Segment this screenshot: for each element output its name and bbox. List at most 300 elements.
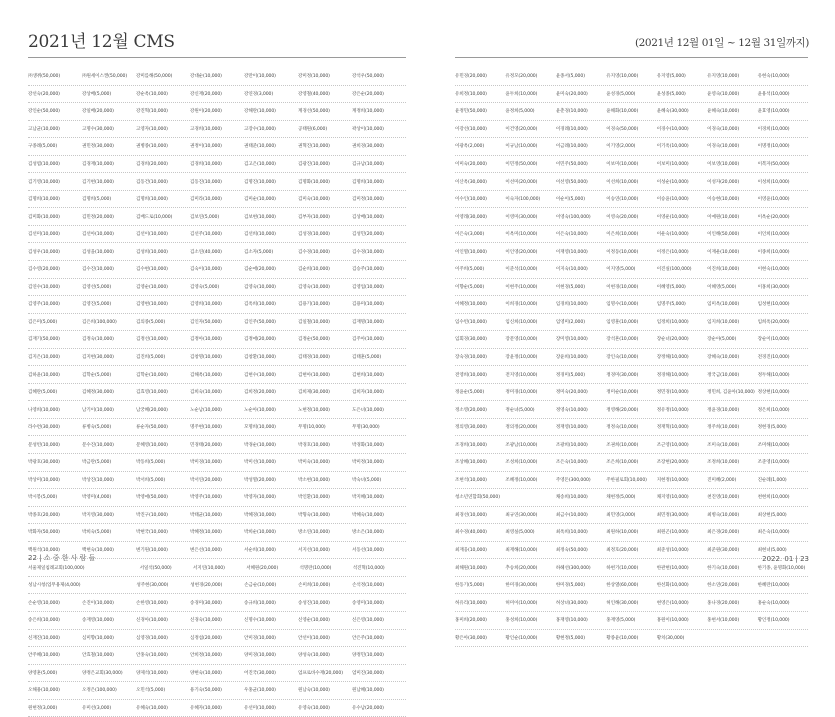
donor-row — [455, 472, 808, 490]
donor-entry: 허인해(30,000) — [606, 600, 639, 606]
donor-entry: 이경숙(50,000) — [606, 126, 639, 132]
donor-entry: 심미향(10,000) — [82, 635, 114, 641]
donor-entry: 조광남(10,000) — [505, 442, 538, 448]
donor-row — [28, 138, 406, 156]
donor-row — [455, 121, 808, 139]
donor-entry: 이혜영(5,000) — [707, 284, 737, 290]
donor-row — [28, 314, 406, 332]
donor-entry: 천진영(10,000) — [707, 495, 740, 501]
donor-entry: 김영희(10,000) — [190, 302, 222, 308]
donor-entry: 장순이(10,000) — [757, 337, 790, 343]
donor-entry: 방소은(10,000) — [352, 530, 384, 536]
donor-entry: 유희정(10,000) — [455, 91, 487, 97]
donor-entry: 변은선(10,000) — [190, 548, 222, 554]
donor-entry: 김성우(10,000) — [28, 249, 60, 255]
donor-entry: 서지선(10,000) — [298, 548, 330, 554]
donor-entry: 노순남(10,000) — [190, 407, 222, 413]
donor-entry: 주한필로회(10,000) — [606, 477, 647, 483]
donor-entry: 오정은(100,000) — [82, 688, 117, 694]
donor-entry: 김정애(20,000) — [244, 337, 276, 343]
donor-entry: 정윤순(5,000) — [455, 390, 485, 396]
donor-entry: 정경미(5,000) — [555, 372, 585, 378]
donor-entry: 신명수(10,000) — [244, 618, 276, 624]
donor-entry: 권태준(10,000) — [244, 144, 276, 150]
donor-entry: 김기현(10,000) — [82, 179, 114, 185]
donor-entry: 천현희(10,000) — [757, 495, 790, 501]
donor-entry: 황현정(5,000) — [555, 635, 585, 641]
donor-entry: 윤미숙(20,000) — [555, 91, 588, 97]
donor-entry: 안홍숙(10,000) — [136, 653, 168, 659]
donor-row — [455, 559, 808, 577]
donor-row — [455, 279, 808, 297]
donor-entry: 성주현(30,000) — [136, 583, 169, 589]
donor-entry: 권희경(30,000) — [352, 144, 384, 150]
donor-entry: 서울제일침례교회(100,000) — [28, 565, 85, 571]
donor-entry: 김은미(5,000) — [28, 319, 58, 325]
donor-entry: 한혜란(10,000) — [757, 583, 790, 589]
donor-entry: 심정섭(20,000) — [190, 635, 222, 641]
donor-entry: 심영경(10,000) — [136, 635, 168, 641]
donor-entry: 윤종서(5,000) — [555, 74, 585, 80]
donor-entry: 정은희(10,000) — [757, 407, 790, 413]
donor-entry: 이영래(30,000) — [455, 214, 487, 220]
donor-entry: 김창명(10,000) — [190, 355, 222, 361]
donor-entry: 박영주(10,000) — [190, 495, 222, 501]
donor-row — [28, 331, 406, 349]
donor-row — [28, 349, 406, 367]
donor-entry: 정의정(20,000) — [505, 425, 538, 431]
donor-entry: 임회경(30,000) — [455, 337, 487, 343]
donor-row — [28, 472, 406, 490]
donor-entry: 안미경(10,000) — [244, 635, 276, 641]
donor-row — [28, 594, 406, 612]
donor-entry: 박경호(10,000) — [298, 442, 330, 448]
donor-entry: 김희숙(10,000) — [190, 390, 222, 396]
donor-entry: 이은숙(3,000) — [455, 232, 485, 238]
donor-entry: 최정호(20,000) — [606, 548, 639, 554]
donor-row — [455, 507, 808, 525]
donor-entry: 김효영(10,000) — [136, 390, 168, 396]
donor-entry: 석명란(10,000) — [299, 565, 332, 571]
donor-entry: 조미해(10,000) — [757, 442, 790, 448]
donor-entry: 원남숙(10,000) — [298, 688, 330, 694]
donor-entry: 장혜숙(10,000) — [707, 355, 740, 361]
donor-row — [28, 630, 406, 648]
donor-entry: 김미정(10,000) — [352, 197, 384, 203]
donor-entry: 강연경(3,000) — [244, 91, 274, 97]
donor-entry: 김인주(50,000) — [244, 319, 276, 325]
donor-entry: 이영운(10,000) — [656, 214, 689, 220]
donor-row — [28, 191, 406, 209]
donor-entry: 김명희(10,000) — [352, 179, 384, 185]
donor-entry: 임지희(10,000) — [707, 319, 740, 325]
donor-entry: 진순례(1,000) — [757, 477, 787, 483]
donor-entry: 정영숙(10,000) — [555, 407, 588, 413]
donor-entry: 신영순(10,000) — [298, 618, 330, 624]
donor-entry: 청소년연합회(50,000) — [455, 495, 500, 501]
donor-entry: 김순애(20,000) — [244, 267, 276, 273]
donor-entry: 우홍균(10,000) — [244, 688, 276, 694]
donor-row — [28, 384, 406, 402]
donor-entry: 김영순(10,000) — [136, 284, 168, 290]
donor-entry: 백원석(10,000) — [28, 548, 60, 554]
donor-entry: 문혜영(10,000) — [136, 442, 168, 448]
donor-entry: 김정선(10,000) — [136, 337, 168, 343]
donor-row — [28, 507, 406, 525]
donor-entry: 모명희(10,000) — [244, 425, 276, 431]
donor-entry: 김영진(5,000) — [82, 302, 112, 308]
donor-entry: 김옥희(10,000) — [244, 302, 276, 308]
donor-entry: 박혜경(10,000) — [244, 512, 276, 518]
donor-entry: 허상녀(30,000) — [555, 600, 588, 606]
donor-row — [28, 366, 406, 384]
donor-entry: 이혜정(10,000) — [455, 302, 487, 308]
donor-entry: 임명주(5,000) — [656, 302, 686, 308]
donor-entry: 김성엽(10,000) — [28, 162, 60, 167]
donor-entry: 윤혜숙(10,000) — [707, 109, 740, 115]
donor-entry: 황은아(30,000) — [455, 635, 487, 641]
donor-entry: 김진희(5,000) — [136, 355, 166, 361]
donor-entry: 김정순(50,000) — [298, 337, 330, 343]
donor-entry: 손금순(10,000) — [244, 583, 277, 589]
donor-entry: 장순녀(20,000) — [656, 337, 689, 343]
donor-row — [28, 700, 406, 717]
donor-entry: 김영현(10,000) — [136, 302, 168, 308]
donor-row — [455, 156, 808, 174]
donor-entry: 이정동(10,000) — [606, 249, 639, 255]
donor-row — [28, 524, 406, 542]
donor-entry: 최병숙(10,000) — [707, 512, 740, 518]
donor-entry: 최옥희(10,000) — [555, 530, 588, 536]
donor-entry: 이승윤(10,000) — [656, 197, 689, 203]
donor-entry: 김명희(10,000) — [136, 197, 168, 203]
donor-entry: 이강선(10,000) — [455, 126, 487, 132]
donor-entry: 이은숙(10,000) — [555, 232, 588, 238]
donor-entry: 이수인(10,000) — [455, 197, 487, 203]
donor-entry: 김민정(20,000) — [82, 214, 114, 220]
donor-row — [455, 489, 808, 507]
donor-entry: 김영업(10,000) — [352, 284, 384, 290]
page-footer-left: 22 | 소 중 한 사 람 들 — [28, 554, 96, 562]
donor-entry: 권병종(10,000) — [136, 144, 168, 150]
donor-entry: 이영미(30,000) — [505, 214, 538, 220]
donor-entry: 최영실(5,000) — [505, 530, 535, 536]
donor-row — [455, 401, 808, 419]
donor-entry: 남기이(10,000) — [82, 407, 114, 413]
donor-row — [455, 384, 808, 402]
donor-entry: 명주현(10,000) — [190, 425, 222, 431]
donor-entry: 최경선(10,000) — [455, 512, 487, 518]
donor-entry: 방소연(10,000) — [298, 530, 330, 536]
donor-entry: 이건영(20,000) — [505, 126, 538, 132]
donor-entry: 한관현(10,000) — [656, 565, 689, 571]
donor-entry: 정미숙(20,000) — [555, 390, 588, 396]
donor-entry: 고장수(10,000) — [244, 126, 276, 132]
donor-entry: 김희제(30,000) — [298, 390, 330, 396]
donor-entry: 김희정(20,000) — [244, 390, 276, 396]
donor-entry: 김혜정(30,000) — [82, 390, 114, 396]
donor-entry: 김명진(10,000) — [244, 179, 276, 185]
donor-entry: 조장현(20,000) — [656, 460, 689, 466]
donor-entry: 전영희(10,000) — [455, 372, 487, 378]
donor-entry: ㈜원세이스캔(50,000) — [82, 74, 128, 80]
donor-entry: 장석흔(10,000) — [606, 337, 639, 343]
donor-entry: 박미숙(10,000) — [298, 460, 330, 466]
donor-row — [28, 103, 406, 121]
donor-entry: 이예원(10,000) — [707, 214, 740, 220]
donor-entry: 김고은(10,000) — [244, 162, 276, 167]
donor-entry: 변기원(10,000) — [136, 548, 168, 554]
donor-entry: 김영숙(5,000) — [190, 284, 220, 290]
donor-entry: 신은영(10,000) — [352, 618, 384, 624]
donor-row — [28, 489, 406, 507]
donor-entry: 이현주(10,000) — [505, 284, 538, 290]
donor-entry: 김은희(100,000) — [82, 319, 117, 325]
donor-entry: 강신재(20,000) — [190, 91, 222, 97]
donor-row — [28, 436, 406, 454]
donor-entry: 임희옥(20,000) — [757, 319, 790, 325]
donor-entry: 강은순(20,000) — [352, 91, 384, 97]
donor-entry: 김명희(5,000) — [82, 197, 112, 203]
donor-entry: 조권희(10,000) — [606, 442, 639, 448]
donor-entry: 장인숙(10,000) — [606, 355, 639, 361]
donor-entry: 양정은교회(30,000) — [82, 670, 123, 676]
donor-entry: 성현경(20,000) — [190, 583, 223, 589]
donor-entry: 진미혜(2,000) — [707, 477, 737, 483]
donor-entry: 양정민(10,000) — [352, 653, 384, 659]
donor-entry: 이영윤(10,000) — [757, 197, 790, 203]
donor-entry: 이선미(20,000) — [505, 179, 538, 185]
donor-entry: 채송희(10,000) — [555, 495, 588, 501]
donor-entry: 조은희(10,000) — [606, 460, 639, 466]
donor-entry: 박희순(10,000) — [244, 530, 276, 536]
donor-entry: 김미라(10,000) — [190, 197, 222, 203]
donor-entry: 강상배(5,000) — [82, 91, 112, 97]
donor-entry: 이산옥(30,000) — [455, 179, 487, 185]
donor-row — [455, 331, 808, 349]
donor-entry: 김현희(10,000) — [352, 372, 384, 378]
donor-entry: 송규희(10,000) — [244, 600, 276, 606]
donor-entry: 김연수(10,000) — [28, 284, 60, 290]
donor-entry: 임영훈(10,000) — [606, 319, 639, 325]
donor-entry: 이재운(10,000) — [707, 249, 740, 255]
donor-entry: 김미순(10,000) — [244, 197, 276, 203]
donor-entry: 한기종, 윤명화(10,000) — [757, 565, 806, 571]
donor-entry: 엄프로바수재(20,000) — [298, 670, 343, 676]
donor-entry: 양성숙(10,000) — [298, 653, 330, 659]
donor-entry: 유수남(20,000) — [352, 705, 384, 711]
donor-entry: 김영숙(10,000) — [244, 284, 276, 290]
donor-entry: 계정희(10,000) — [352, 109, 384, 115]
donor-entry: 이기영(2,000) — [606, 144, 636, 150]
donor-entry: 안주혜(10,000) — [28, 653, 60, 659]
donor-entry: 윤해화(10,000) — [606, 109, 639, 115]
donor-entry: 김선주(10,000) — [190, 232, 222, 238]
donor-entry: 윤효영(10,000) — [757, 109, 790, 115]
donor-entry: 송은희(10,000) — [28, 618, 60, 624]
donor-entry: 김선희(10,000) — [244, 232, 276, 238]
donor-entry: 정재혁(10,000) — [656, 425, 689, 431]
donor-entry: 김수경(10,000) — [352, 249, 384, 255]
donor-entry: 유민경(20,000) — [455, 74, 487, 80]
donor-entry: 무명(30,000) — [352, 425, 380, 431]
donor-entry: 김용미(10,000) — [352, 302, 384, 308]
donor-entry: 이선영(50,000) — [555, 179, 588, 185]
donor-row — [28, 419, 406, 437]
donor-entry: 김동건(10,000) — [136, 179, 168, 185]
donor-entry: 김경희(10,000) — [190, 162, 222, 167]
donor-entry: 강선숙(20,000) — [28, 91, 60, 97]
donor-entry: 양현숙(10,000) — [190, 670, 222, 676]
donor-entry: 유지영(10,000) — [606, 74, 639, 80]
donor-entry: 김혜란(5,000) — [28, 390, 58, 396]
donor-entry: 김재명(10,000) — [352, 319, 384, 325]
donor-entry: 윤정희(5,000) — [505, 109, 535, 115]
donor-entry: 이인희(10,000) — [757, 232, 790, 238]
donor-row — [455, 630, 808, 648]
donor-entry: 김광진(10,000) — [298, 162, 330, 167]
donor-entry: 손순영(10,000) — [28, 600, 60, 606]
donor-entry: 유현숙(10,000) — [757, 74, 790, 80]
donor-entry: 김태훈(5,000) — [352, 355, 382, 361]
donor-entry: 김미화(10,000) — [28, 214, 60, 220]
donor-entry: 이경례(10,000) — [555, 126, 588, 132]
donor-entry: 강석우(50,000) — [352, 74, 384, 80]
donor-entry: 김순희(10,000) — [298, 267, 330, 273]
donor-entry: 박지영(30,000) — [82, 512, 114, 518]
donor-entry: 박인환(10,000) — [298, 495, 330, 501]
donor-entry: 신경숙(10,000) — [190, 618, 222, 624]
donor-entry: 최원하(10,000) — [606, 530, 639, 536]
donor-entry: 이혜영(5,000) — [656, 284, 686, 290]
donor-entry: 안선이(10,000) — [298, 635, 330, 641]
donor-entry: 구종례(5,000) — [28, 144, 58, 150]
donor-entry: 조근영(10,000) — [656, 442, 689, 448]
donor-entry: 임정희(10,000) — [656, 319, 689, 325]
donor-entry: 이지영(5,000) — [606, 267, 636, 273]
donor-entry: 문성빈(10,000) — [28, 442, 60, 448]
donor-entry: 김용기(10,000) — [298, 302, 330, 308]
donor-row — [28, 279, 406, 297]
donor-entry: 김성을(10,000) — [82, 249, 114, 255]
donor-entry: 이현경(5,000) — [555, 284, 585, 290]
donor-entry: 이순이(5,000) — [555, 197, 585, 203]
donor-entry: 최준원(30,000) — [707, 548, 740, 554]
donor-entry: 나영희(10,000) — [28, 407, 60, 413]
donor-entry: 하현기(10,000) — [606, 565, 639, 571]
donor-entry: 정미순(10,000) — [606, 390, 639, 396]
donor-entry: 이성희(10,000) — [757, 179, 790, 185]
donor-entry: 전경진(10,000) — [757, 355, 790, 361]
donor-entry: 장문영(10,000) — [505, 337, 538, 343]
donor-entry: 라수련(30,000) — [28, 425, 60, 431]
donor-entry: 홍재영(10,000) — [555, 618, 588, 624]
donor-entry: 한기숙(10,000) — [707, 565, 740, 571]
donor-entry: 황종윤(10,000) — [606, 635, 639, 641]
donor-row — [28, 261, 406, 279]
donor-entry: 최해원(10,000) — [455, 565, 487, 571]
donor-entry: 허미이(10,000) — [505, 600, 538, 606]
donor-entry: 조은숙(10,000) — [555, 460, 588, 466]
donor-entry: 이정은(10,000) — [656, 249, 689, 255]
donor-entry: 이보영(10,000) — [707, 162, 740, 167]
donor-entry: 조상혜(10,000) — [455, 460, 487, 466]
donor-entry: 이민주(50,000) — [555, 162, 588, 167]
donor-entry: 이준석(10,000) — [505, 267, 538, 273]
period-label: (2021년 12월 01일 ~ 12월 31일까지) — [634, 37, 809, 49]
donor-entry: 조성희(10,000) — [505, 460, 538, 466]
donor-entry: 정소영(20,000) — [455, 407, 487, 413]
donor-entry: 임경희(10,000) — [555, 302, 588, 308]
donor-entry: 장순아(5,000) — [707, 337, 737, 343]
donor-entry: 김수영(20,000) — [28, 267, 60, 273]
donor-entry: 박서연(20,000) — [190, 477, 222, 483]
donor-entry: 이진실(100,000) — [656, 267, 692, 273]
donor-entry: 손진이(10,000) — [82, 600, 114, 606]
donor-entry: 류순자(50,000) — [136, 425, 168, 431]
donor-entry: 채지영(10,000) — [656, 495, 689, 501]
donor-row — [455, 103, 808, 121]
donor-entry: 채현정(5,000) — [606, 495, 636, 501]
donor-entry: 최은경(20,000) — [707, 530, 740, 536]
donor-entry: 김재기(50,000) — [28, 337, 60, 343]
donor-entry: 강원이(20,000) — [190, 109, 222, 115]
donor-entry: 이경숙(10,000) — [707, 144, 740, 150]
donor-row — [455, 436, 808, 454]
donor-entry: 박영미(4,000) — [82, 495, 112, 501]
donor-entry: 최민영(3,000) — [606, 512, 636, 518]
donor-entry: 손한영(10,000) — [136, 600, 168, 606]
donor-entry: 임신희(10,000) — [505, 319, 538, 325]
donor-row — [455, 542, 808, 560]
donor-entry: 한동기(5,000) — [455, 583, 485, 589]
donor-entry: 김영숙(10,000) — [298, 284, 330, 290]
donor-row — [28, 243, 406, 261]
donor-entry: 장미영(10,000) — [555, 337, 588, 343]
donor-entry: 이옥미(10,000) — [505, 232, 538, 238]
donor-entry: 김선미(10,000) — [28, 232, 60, 238]
donor-entry: 박미경(10,000) — [190, 460, 222, 466]
donor-entry: 최규연(30,000) — [505, 512, 538, 518]
donor-entry: 용기숙(50,000) — [190, 688, 222, 694]
donor-row — [28, 68, 406, 86]
donor-entry: 이경숙(10,000) — [707, 126, 740, 132]
donor-entry: 정정숙(10,000) — [606, 425, 639, 431]
donor-row — [455, 138, 808, 156]
donor-entry: 고경희(10,000) — [190, 126, 222, 132]
donor-entry: 장정해(10,000) — [656, 355, 689, 361]
donor-entry: 최은숙(10,000) — [757, 530, 790, 536]
donor-row — [455, 173, 808, 191]
donor-entry: 계경선(50,000) — [298, 109, 330, 115]
donor-entry: 백현숙(10,000) — [82, 548, 114, 554]
donor-entry: 유정모(20,000) — [505, 74, 538, 80]
donor-entry: 신재진(10,000) — [28, 635, 60, 641]
donor-entry: 강순옥(10,000) — [136, 91, 168, 97]
donor-entry: 한선화(10,000) — [656, 583, 689, 589]
donor-entry: 김규남(10,000) — [352, 162, 384, 167]
donor-entry: 김지현(30,000) — [82, 355, 114, 361]
donor-entry: 강미를해(50,000) — [136, 74, 173, 80]
donor-entry: 도은녀(10,000) — [352, 407, 384, 413]
donor-entry: 강만이(10,000) — [244, 74, 276, 80]
donor-entry: 김학순(5,000) — [82, 372, 112, 378]
donor-entry: 박상미(10,000) — [28, 477, 60, 483]
donor-entry: 정현경(5,000) — [757, 425, 787, 431]
donor-entry: 홍원이(10,000) — [656, 618, 689, 624]
donor-entry: 엄미진(30,000) — [352, 670, 384, 676]
donor-entry: 이복자(50,000) — [757, 162, 790, 167]
